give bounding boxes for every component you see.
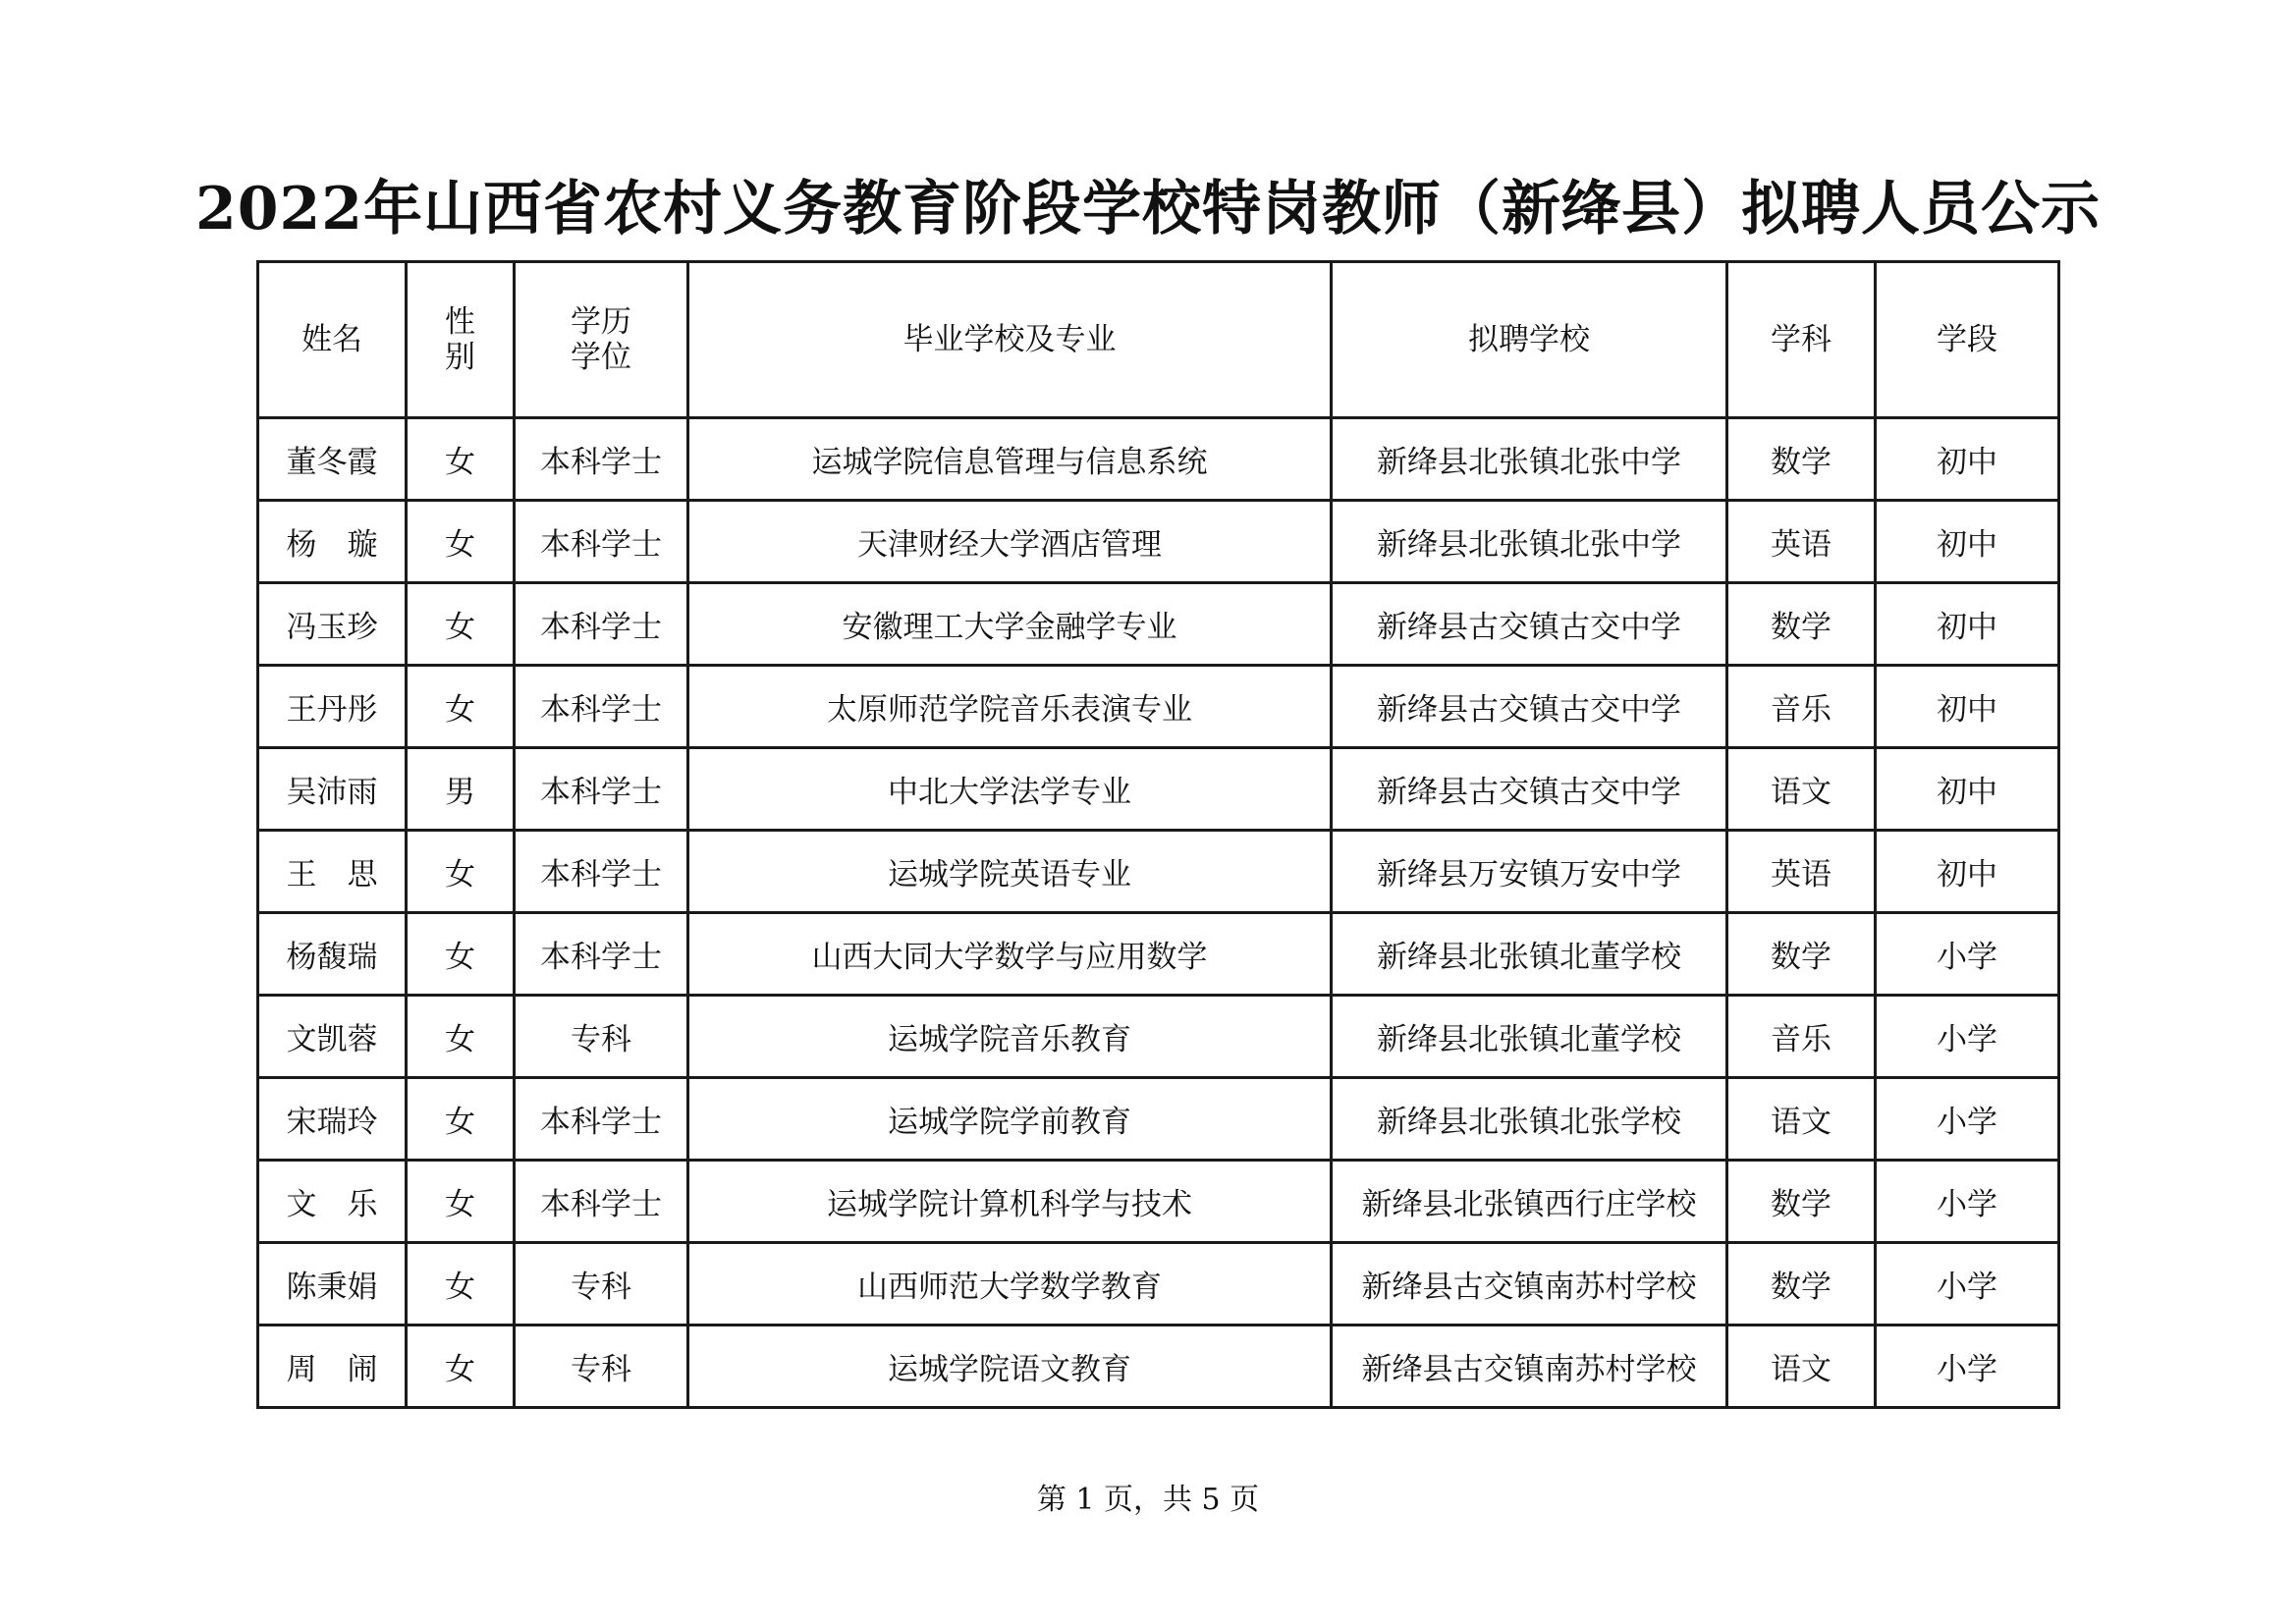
table-row — [258, 418, 2059, 501]
table-row — [258, 501, 2059, 583]
cell-hiring-school: 新绛县北张镇北张中学 — [1332, 418, 1727, 501]
cell-level: 初中 — [1876, 748, 2059, 831]
cell-name: 杨馥瑞 — [258, 913, 407, 996]
header-graduate-school-major: 毕业学校及专业 — [688, 262, 1332, 418]
cell-education: 本科学士 — [515, 583, 688, 666]
table-row — [258, 1078, 2059, 1161]
cell-subject: 数学 — [1727, 583, 1876, 666]
personnel-table — [256, 260, 2060, 1409]
cell-level: 初中 — [1876, 831, 2059, 913]
personnel-table-container — [256, 260, 2057, 1409]
cell-graduate-school: 运城学院信息管理与信息系统 — [688, 418, 1332, 501]
cell-gender: 女 — [407, 831, 515, 913]
cell-subject: 音乐 — [1727, 996, 1876, 1078]
cell-graduate-school: 运城学院音乐教育 — [688, 996, 1332, 1078]
cell-education: 本科学士 — [515, 1161, 688, 1243]
table-row — [258, 666, 2059, 748]
cell-subject: 数学 — [1727, 418, 1876, 501]
table-row — [258, 913, 2059, 996]
cell-graduate-school: 山西师范大学数学教育 — [688, 1243, 1332, 1325]
header-name: 姓名 — [258, 262, 407, 418]
cell-gender: 女 — [407, 996, 515, 1078]
cell-gender: 女 — [407, 418, 515, 501]
cell-gender: 女 — [407, 583, 515, 666]
table-row — [258, 831, 2059, 913]
cell-education: 本科学士 — [515, 831, 688, 913]
cell-gender: 女 — [407, 1325, 515, 1408]
cell-gender: 女 — [407, 1161, 515, 1243]
cell-name: 周 闹 — [258, 1325, 407, 1408]
cell-level: 初中 — [1876, 666, 2059, 748]
cell-subject: 数学 — [1727, 1243, 1876, 1325]
cell-graduate-school: 天津财经大学酒店管理 — [688, 501, 1332, 583]
cell-education: 本科学士 — [515, 913, 688, 996]
cell-subject: 数学 — [1727, 1161, 1876, 1243]
cell-hiring-school: 新绛县古交镇古交中学 — [1332, 583, 1727, 666]
cell-education: 本科学士 — [515, 748, 688, 831]
cell-level: 初中 — [1876, 501, 2059, 583]
cell-subject: 数学 — [1727, 913, 1876, 996]
table-header — [258, 262, 2059, 418]
cell-hiring-school: 新绛县北张镇北张学校 — [1332, 1078, 1727, 1161]
cell-gender: 女 — [407, 1243, 515, 1325]
table-row — [258, 748, 2059, 831]
cell-graduate-school: 运城学院计算机科学与技术 — [688, 1161, 1332, 1243]
table-row — [258, 583, 2059, 666]
cell-hiring-school: 新绛县北张镇西行庄学校 — [1332, 1161, 1727, 1243]
cell-education: 本科学士 — [515, 666, 688, 748]
cell-name: 王 思 — [258, 831, 407, 913]
cell-name: 陈秉娟 — [258, 1243, 407, 1325]
cell-gender: 男 — [407, 748, 515, 831]
cell-education: 专科 — [515, 1243, 688, 1325]
cell-name: 文 乐 — [258, 1161, 407, 1243]
cell-subject: 语文 — [1727, 748, 1876, 831]
cell-graduate-school: 运城学院语文教育 — [688, 1325, 1332, 1408]
page-title: 2022年山西省农村义务教育阶段学校特岗教师（新绛县）拟聘人员公示 — [195, 175, 2101, 243]
cell-hiring-school: 新绛县万安镇万安中学 — [1332, 831, 1727, 913]
cell-hiring-school: 新绛县北张镇北张中学 — [1332, 501, 1727, 583]
cell-level: 小学 — [1876, 913, 2059, 996]
cell-level: 小学 — [1876, 1161, 2059, 1243]
cell-gender: 女 — [407, 666, 515, 748]
cell-level: 初中 — [1876, 418, 2059, 501]
table-row — [258, 1161, 2059, 1243]
cell-gender: 女 — [407, 501, 515, 583]
cell-subject: 英语 — [1727, 501, 1876, 583]
cell-education: 本科学士 — [515, 501, 688, 583]
cell-level: 小学 — [1876, 996, 2059, 1078]
header-subject: 学科 — [1727, 262, 1876, 418]
header-row — [258, 262, 2059, 418]
cell-name: 杨 璇 — [258, 501, 407, 583]
cell-hiring-school: 新绛县古交镇古交中学 — [1332, 666, 1727, 748]
cell-education: 本科学士 — [515, 418, 688, 501]
header-gender: 性 别 — [407, 262, 515, 418]
cell-level: 小学 — [1876, 1325, 2059, 1408]
cell-hiring-school: 新绛县古交镇南苏村学校 — [1332, 1325, 1727, 1408]
header-education-degree: 学历 学位 — [515, 262, 688, 418]
cell-graduate-school: 山西大同大学数学与应用数学 — [688, 913, 1332, 996]
cell-education: 专科 — [515, 996, 688, 1078]
cell-hiring-school: 新绛县古交镇古交中学 — [1332, 748, 1727, 831]
table-row — [258, 996, 2059, 1078]
table-row — [258, 1325, 2059, 1408]
cell-level: 初中 — [1876, 583, 2059, 666]
cell-name: 王丹彤 — [258, 666, 407, 748]
cell-subject: 语文 — [1727, 1078, 1876, 1161]
cell-graduate-school: 中北大学法学专业 — [688, 748, 1332, 831]
cell-gender: 女 — [407, 913, 515, 996]
page-footer: 第 1 页，共 5 页 — [1036, 1483, 1260, 1517]
cell-subject: 英语 — [1727, 831, 1876, 913]
cell-hiring-school: 新绛县古交镇南苏村学校 — [1332, 1243, 1727, 1325]
cell-subject: 语文 — [1727, 1325, 1876, 1408]
cell-graduate-school: 太原师范学院音乐表演专业 — [688, 666, 1332, 748]
table-body — [258, 418, 2059, 1408]
cell-level: 小学 — [1876, 1078, 2059, 1161]
cell-name: 文凯蓉 — [258, 996, 407, 1078]
table-row — [258, 1243, 2059, 1325]
cell-hiring-school: 新绛县北张镇北董学校 — [1332, 996, 1727, 1078]
cell-name: 宋瑞玲 — [258, 1078, 407, 1161]
cell-gender: 女 — [407, 1078, 515, 1161]
cell-subject: 音乐 — [1727, 666, 1876, 748]
cell-level: 小学 — [1876, 1243, 2059, 1325]
cell-name: 董冬霞 — [258, 418, 407, 501]
cell-name: 吴沛雨 — [258, 748, 407, 831]
header-school-level: 学段 — [1876, 262, 2059, 418]
cell-education: 专科 — [515, 1325, 688, 1408]
cell-hiring-school: 新绛县北张镇北董学校 — [1332, 913, 1727, 996]
header-hiring-school: 拟聘学校 — [1332, 262, 1727, 418]
cell-graduate-school: 运城学院英语专业 — [688, 831, 1332, 913]
cell-graduate-school: 安徽理工大学金融学专业 — [688, 583, 1332, 666]
cell-name: 冯玉珍 — [258, 583, 407, 666]
cell-graduate-school: 运城学院学前教育 — [688, 1078, 1332, 1161]
cell-education: 本科学士 — [515, 1078, 688, 1161]
